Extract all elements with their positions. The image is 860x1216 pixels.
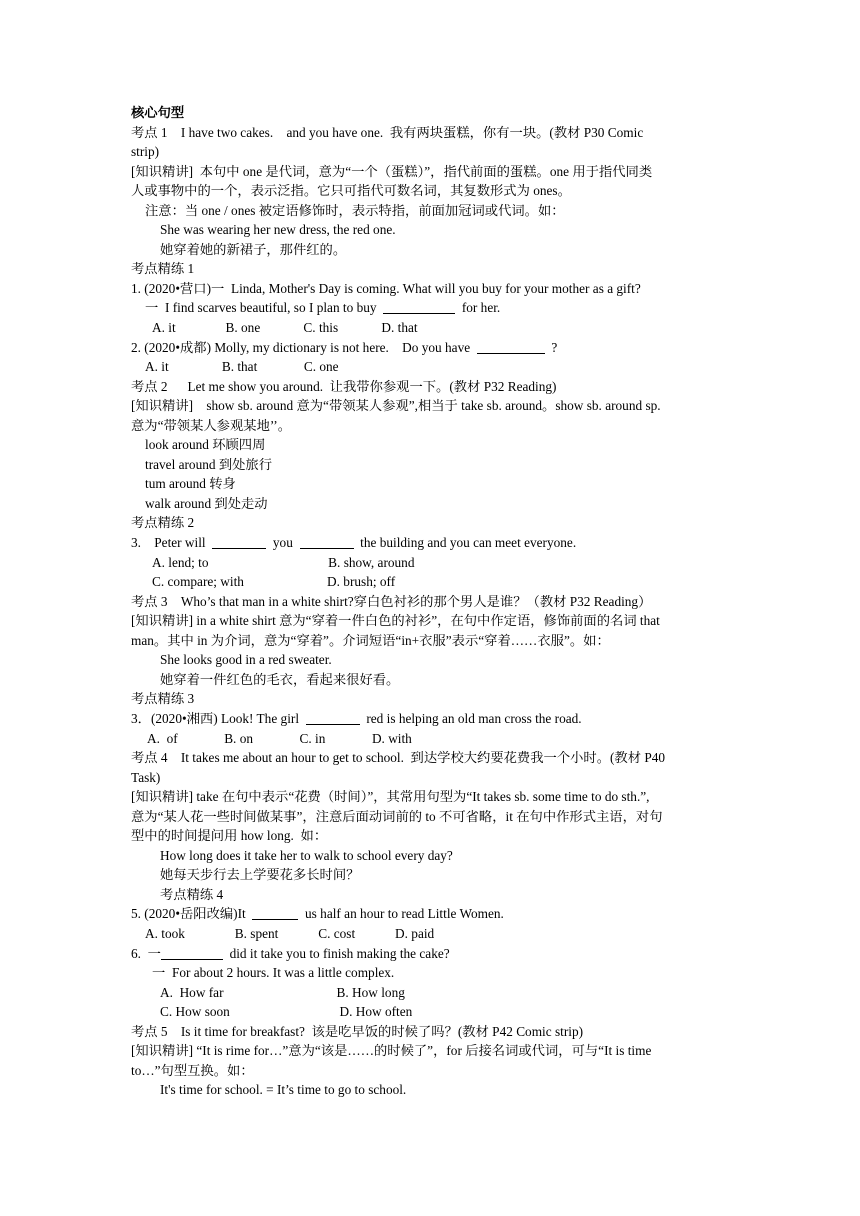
point-4-explanation-3: 型中的时间提问用 how long. 如： (131, 828, 328, 844)
phrase-look-around: look around 环顾四周 (145, 437, 266, 453)
question-2-options: A. it B. that C. one (145, 359, 339, 375)
point-5-explanation-2: to…”句型互换。如： (131, 1062, 254, 1078)
question-6-answer: 一 For about 2 hours. It was a little complex. (152, 965, 395, 981)
point-4-example-zh: 她每天步行去上学要花多长时间？ (160, 867, 360, 883)
answer-blank (212, 535, 266, 549)
question-1-line-1: 1. (2020•营口)一 Linda, Mother's Day is coming. What will you buy for your mother as a gift? (131, 280, 641, 296)
practice-4-heading: 考点精练 4 (160, 886, 224, 902)
point-3-title: 考点 3 Who’s that man in a white shirt?穿白色衬衫的那个男人是谁？（教材 P32 Reading） (131, 593, 652, 609)
point-2-explanation-2: 意为“带领某人参观某地’’。 (131, 417, 292, 433)
point-1-title-cont: strip) (131, 144, 160, 160)
point-5-title: 考点 5 Is it time for breakfast? 该是吃早饭的时候了吗？(教材 P42 Comic strip) (131, 1023, 584, 1039)
section-heading: 核心句型 (131, 105, 185, 120)
point-4-title: 考点 4 It takes me about an hour to get to school. 到达学校大约要花费我一个小时。(教材 P40 (131, 750, 666, 766)
point-4-explanation-1: [知识精讲] take 在句中表示“花费（时间）”，其常用句型为“It takes sb. some time to do sth.”, (131, 789, 650, 805)
question-1-options: A. it B. one C. this D. that (152, 320, 418, 336)
point-4-example-en: How long does it take her to walk to school every day? (160, 847, 453, 863)
point-1-example-en: She was wearing her new dress, the red one. (160, 222, 396, 238)
question-3b: 3．(2020•湘西) Look! The girl red is helping an old man cross the road. (131, 710, 582, 726)
point-3-example-en: She looks good in a red sweater. (160, 652, 332, 668)
phrase-walk-around: walk around 到处走动 (145, 495, 268, 511)
point-5-example: It's time for school. = It’s time to go to school. (160, 1082, 407, 1098)
question-5: 5. (2020•岳阳改编)It us half an hour to read Little Women. (131, 906, 504, 922)
question-5-options: A. took B. spent C. cost D. paid (145, 925, 435, 941)
answer-blank (252, 906, 298, 920)
question-2: 2. (2020•成都) Molly, my dictionary is not here. Do you have ? (131, 339, 558, 355)
document-page (131, 103, 731, 1100)
point-4-title-cont: Task) (131, 769, 161, 785)
answer-blank (477, 340, 545, 354)
point-3-explanation-1: [知识精讲] in a white shirt 意为“穿着一件白色的衬衫”，在句中作定语，修饰前面的名词 that (131, 613, 660, 629)
point-3-explanation-2: man。其中 in 为介词，意为“穿着”。介词短语“in+衣服”表示“穿着……衣服”。如： (131, 632, 610, 648)
question-1-line-2: 一 I find scarves beautiful, so I plan to buy for her. (145, 300, 501, 316)
practice-2-heading: 考点精练 2 (131, 515, 195, 531)
question-3-options-1: A. lend; to B. show, around (152, 554, 415, 570)
answer-blank (161, 946, 223, 960)
point-1-title: 考点 1 I have two cakes. and you have one. 我有两块蛋糕，你有一块。(教材 P30 Comic (131, 124, 644, 140)
point-2-explanation-1: [知识精讲] show sb. around 意为“带领某人参观”,相当于 take sb. around。show sb. around sp. (131, 398, 661, 414)
answer-blank (383, 300, 455, 314)
point-4-explanation-2: 意为“某人花一些时间做某事”，注意后面动词前的 to 不可省略，it 在句中作形式主语，对句 (131, 808, 663, 824)
point-3-example-zh: 她穿着一件红色的毛衣，看起来很好看。 (160, 671, 400, 687)
question-3b-options: A. of B. on C. in D. with (147, 730, 412, 746)
practice-1-heading: 考点精练 1 (131, 261, 195, 277)
practice-3-heading: 考点精练 3 (131, 691, 195, 707)
point-5-explanation-1: [知识精讲] “It is rime for…”意为“该是……的时候了”，for 后接名词或代词，可与“It is time (131, 1043, 652, 1059)
question-6: 6. 一 did it take you to finish making the cake? (131, 945, 450, 961)
point-1-explanation-2: 人或事物中的一个，表示泛指。它只可指代可数名词，其复数形式为 ones。 (131, 183, 571, 199)
answer-blank (306, 711, 360, 725)
point-1-example-zh: 她穿着她的新裙子，那件红的。 (160, 241, 347, 257)
question-6-options-1: A. How far B. How long (160, 984, 405, 1000)
question-3: 3. Peter will you the building and you can meet everyone. (131, 535, 577, 551)
question-3-options-2: C. compare; with D. brush; off (152, 574, 396, 590)
point-1-explanation-1: [知识精讲] 本句中 one 是代词，意为“一个（蛋糕）”，指代前面的蛋糕。one 用于指代同类 (131, 163, 653, 179)
point-2-title: 考点 2 Let me show you around. 让我带你参观一下。(教材 P32 Reading) (131, 378, 557, 394)
answer-blank (300, 535, 354, 549)
point-1-note: 注意：当 one / ones 被定语修饰时，表示特指，前面加冠词或代词。如： (145, 202, 565, 218)
phrase-travel-around: travel around 到处旅行 (145, 456, 273, 472)
question-6-options-2: C. How soon D. How often (160, 1004, 413, 1020)
phrase-turn-around: tum around 转身 (145, 476, 236, 492)
